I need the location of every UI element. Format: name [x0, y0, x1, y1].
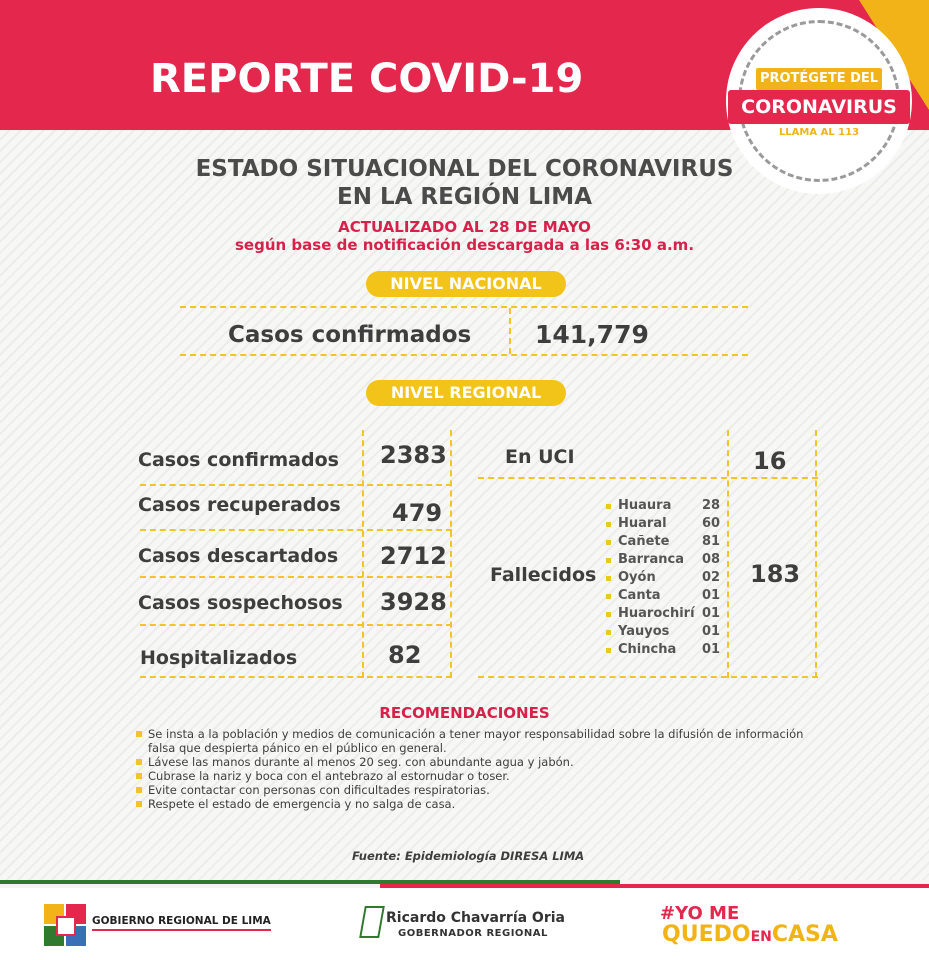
fallecidos-breakdown: [606, 498, 726, 660]
divider: [450, 430, 452, 678]
province-name: Huaral: [618, 516, 667, 531]
footer-stripes: [0, 880, 929, 888]
province-name: Yauyos: [618, 624, 670, 639]
fallecidos-label: Fallecidos: [490, 564, 597, 586]
campaign-en: EN: [750, 929, 772, 945]
recommendations-title: RECOMENDACIONES: [379, 704, 550, 722]
divider: [815, 430, 817, 678]
province-value: 08: [702, 552, 721, 567]
regional-row-value: 82: [388, 641, 422, 669]
campaign-quedo: QUEDO: [662, 922, 751, 947]
province-value: 81: [702, 534, 721, 549]
province-value: 28: [702, 498, 721, 513]
divider: [140, 484, 452, 486]
province-value: 01: [702, 588, 721, 603]
source-note: Fuente: Epidemiología DIRESA LIMA: [352, 849, 585, 863]
governor-name: Ricardo Chavarría Oria: [386, 910, 565, 926]
list-item: [606, 534, 726, 552]
regional-row-label: Casos sospechosos: [138, 592, 343, 614]
province-name: Barranca: [618, 552, 685, 567]
main-heading: [0, 155, 929, 211]
divider: [180, 354, 748, 356]
nacional-value: 141,779: [535, 320, 649, 349]
regional-row-value: 2712: [380, 542, 447, 570]
regional-row-label: Casos descartados: [138, 545, 339, 567]
recommendation-text: Lávese las manos durante al menos 20 seg. con abundante agua y jabón.: [148, 755, 574, 769]
province-value: 01: [702, 624, 721, 639]
list-item: [606, 642, 726, 660]
update-source-note: según base de notificación descargada a las 6:30 a.m.: [234, 236, 695, 254]
list-item: [606, 498, 726, 516]
badge-bottom-text: LLAMA AL 113: [778, 127, 860, 138]
recommendation-text: Evite contactar con personas con dificultades respiratorias.: [148, 783, 490, 797]
divider: [140, 676, 452, 678]
gobierno-regional-name: GOBIERNO REGIONAL DE LIMA: [92, 915, 271, 931]
list-item: [136, 727, 816, 755]
recommendation-text: Se insta a la población y medios de comunicación a tener mayor responsabilidad sobre la difusión de información falsa que despierta pánico en el público en general.: [148, 727, 804, 755]
badge-top-text: PROTÉGETE DEL: [756, 68, 882, 90]
list-item: [606, 588, 726, 606]
governor-role: GOBERNADOR REGIONAL: [398, 928, 548, 939]
page-title: REPORTE COVID-19: [150, 56, 584, 102]
province-name: Huarochirí: [618, 606, 695, 621]
uci-value: 16: [753, 447, 787, 475]
gobierno-regional-logo-icon: [44, 904, 88, 948]
nacional-label: Casos confirmados: [228, 322, 472, 348]
list-item: [606, 552, 726, 570]
divider: [362, 430, 364, 678]
recommendation-text: Respete el estado de emergencia y no salga de casa.: [148, 797, 456, 811]
list-item: [136, 755, 816, 769]
divider: [727, 430, 729, 678]
province-name: Chincha: [618, 642, 677, 657]
divider: [180, 306, 748, 308]
uci-label: En UCI: [505, 446, 575, 468]
divider: [478, 676, 818, 678]
regional-row-label: Casos recuperados: [138, 494, 341, 516]
divider: [140, 529, 452, 531]
recommendations-list: [136, 727, 816, 811]
list-item: [606, 516, 726, 534]
main-heading-line1: ESTADO SITUACIONAL DEL CORONAVIRUS: [195, 156, 734, 182]
province-value: 01: [702, 642, 721, 657]
main-heading-line2: EN LA REGIÓN LIMA: [337, 184, 592, 210]
divider: [140, 576, 452, 578]
campaign-casa: CASA: [771, 922, 838, 947]
list-item: [136, 769, 816, 783]
province-name: Oyón: [618, 570, 656, 585]
regional-row-value: 479: [392, 499, 443, 527]
province-value: 02: [702, 570, 721, 585]
province-value: 01: [702, 606, 721, 621]
divider: [509, 308, 511, 354]
regional-row-label: Hospitalizados: [140, 647, 298, 669]
province-value: 60: [702, 516, 721, 531]
divider: [478, 477, 818, 479]
list-item: [606, 606, 726, 624]
nivel-nacional-pill: NIVEL NACIONAL: [366, 271, 566, 297]
list-item: [606, 570, 726, 588]
recommendation-text: Cubrase la nariz y boca con el antebrazo al estornudar o toser.: [148, 769, 510, 783]
badge-main-text: CORONAVIRUS: [728, 90, 910, 124]
regional-row-value: 3928: [380, 588, 447, 616]
regional-row-label: Casos confirmados: [138, 449, 339, 471]
list-item: [136, 797, 816, 811]
divider: [140, 624, 452, 626]
list-item: [606, 624, 726, 642]
fallecidos-total: 183: [750, 560, 801, 588]
nivel-regional-pill: NIVEL REGIONAL: [366, 380, 566, 406]
province-name: Canta: [618, 588, 661, 603]
regional-row-value: 2383: [380, 441, 447, 469]
province-name: Huaura: [618, 498, 672, 513]
province-name: Cañete: [618, 534, 670, 549]
list-item: [136, 783, 816, 797]
campaign-slogan: [662, 923, 838, 949]
update-date: ACTUALIZADO AL 28 DE MAYO: [338, 218, 591, 236]
update-info: [0, 218, 929, 254]
campaign-hashtag: #YO ME: [660, 903, 740, 924]
